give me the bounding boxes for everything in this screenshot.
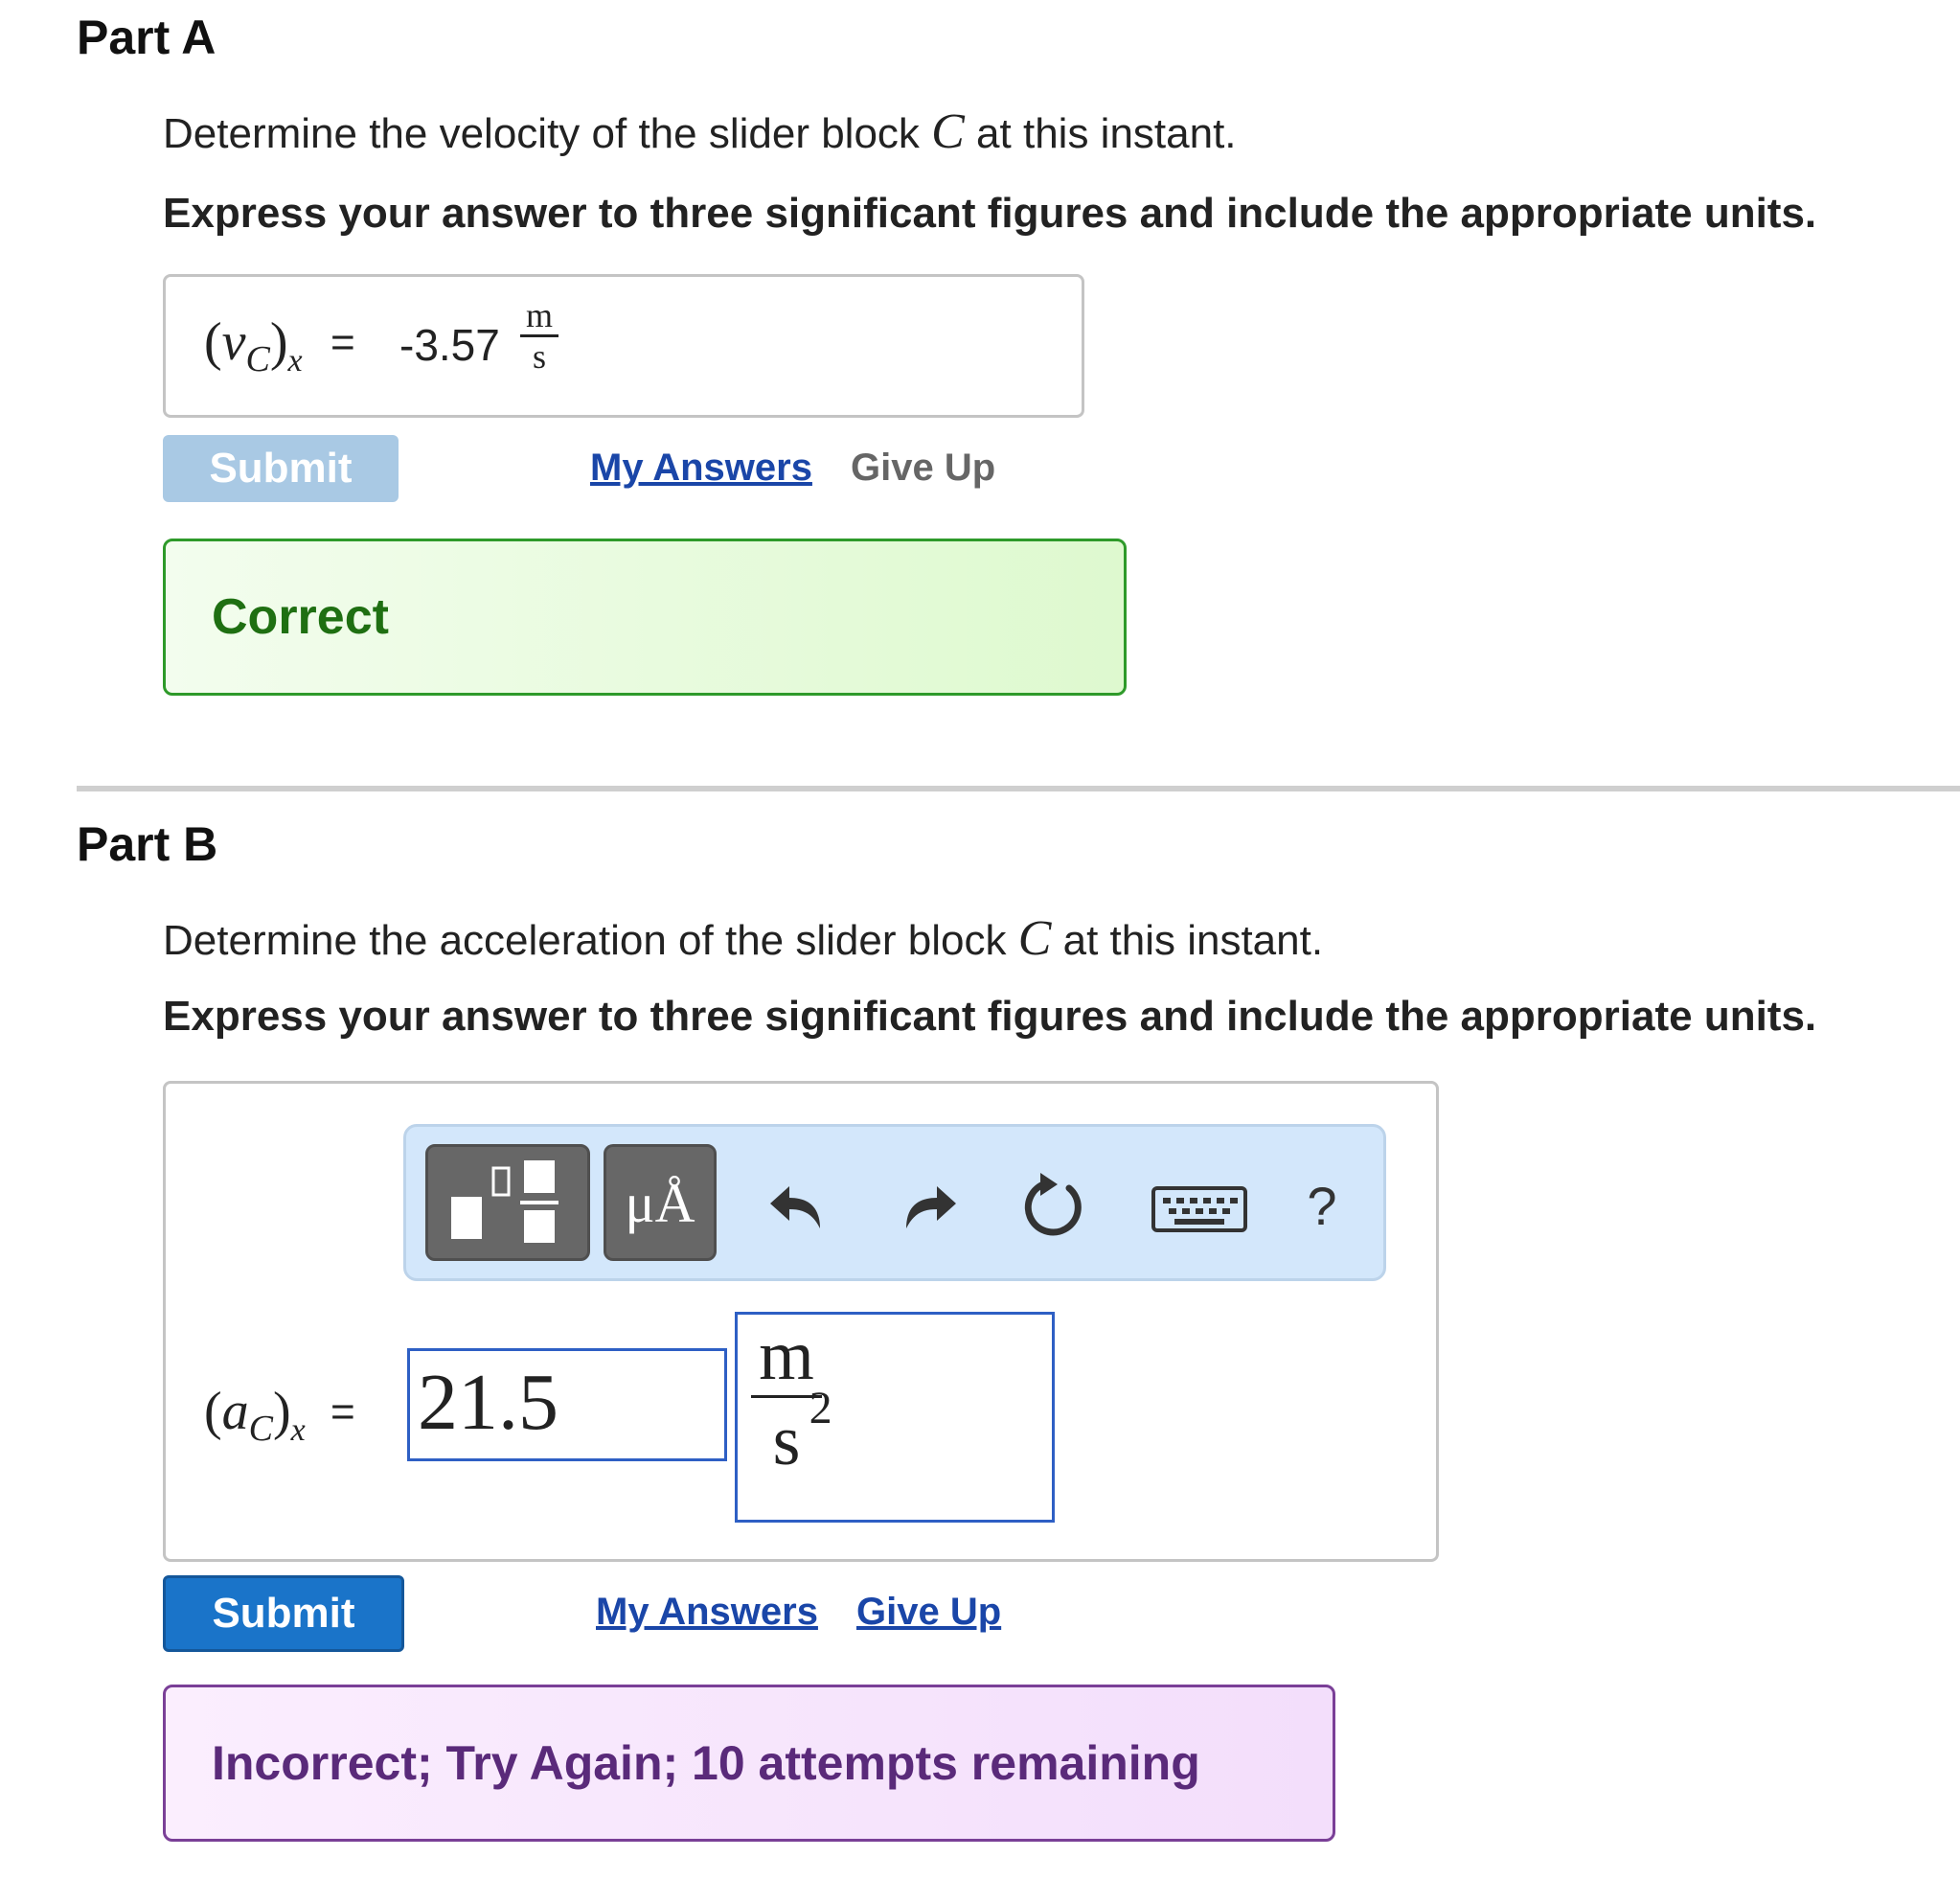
prompt-text: at this instant.: [1051, 917, 1324, 964]
reset-icon: [1019, 1169, 1092, 1242]
prompt-text: Determine the acceleration of the slider block: [163, 917, 1018, 964]
keyboard-icon: [1150, 1182, 1249, 1236]
equals-sign: =: [330, 319, 355, 366]
part-b-variable: $(a_C)_x$: [204, 1382, 306, 1450]
help-button[interactable]: [1288, 1167, 1356, 1244]
part-b-submit-button[interactable]: Submit: [163, 1575, 404, 1652]
prompt-text: Determine the velocity of the slider block: [163, 110, 932, 157]
units-button[interactable]: [604, 1144, 717, 1261]
part-b-unit-input[interactable]: [735, 1312, 1055, 1523]
reset-button[interactable]: [1019, 1169, 1092, 1242]
redo-icon: [893, 1171, 962, 1240]
templates-icon: [428, 1147, 587, 1258]
part-a-answer-unit: m s: [520, 298, 558, 374]
templates-button[interactable]: [425, 1144, 590, 1261]
part-b-instruction: Express your answer to three significant figures and include the appropriate units.: [163, 993, 1817, 1040]
part-b-value-input[interactable]: 21.5: [407, 1348, 727, 1461]
prompt-variable: C: [1017, 911, 1052, 966]
part-a-submit-button[interactable]: Submit: [163, 435, 399, 502]
part-b-unit-fraction: m s 2: [751, 1320, 822, 1477]
part-b-feedback: Incorrect; Try Again; 10 attempts remaining: [163, 1685, 1335, 1842]
part-b-give-up-link[interactable]: Give Up: [856, 1591, 1002, 1633]
part-a-variable: $(v_C)_x$: [204, 312, 303, 380]
part-a-answer-box: [163, 274, 1084, 418]
help-icon: ?: [1307, 1175, 1337, 1236]
part-a-answer-value: -3.57: [399, 320, 500, 370]
units-icon: μÅ: [625, 1171, 695, 1234]
part-b-answer-box: [163, 1081, 1439, 1562]
part-a-instruction: Express your answer to three significant figures and include the appropriate units.: [163, 190, 1817, 237]
prompt-text: at this instant.: [964, 110, 1237, 157]
undo-icon: [764, 1171, 833, 1240]
prompt-variable: C: [931, 104, 965, 159]
redo-button[interactable]: [893, 1171, 962, 1240]
part-a-title: Part A: [77, 11, 217, 64]
part-b-my-answers-link[interactable]: My Answers: [596, 1591, 818, 1633]
section-divider: [77, 786, 1960, 791]
keyboard-button[interactable]: [1150, 1182, 1249, 1236]
part-a-feedback: Correct: [163, 539, 1127, 696]
math-toolbar: [403, 1124, 1386, 1281]
undo-button[interactable]: [764, 1171, 833, 1240]
part-b-prompt: [163, 910, 1323, 967]
part-b-title: Part B: [77, 817, 218, 871]
equals-sign: =: [330, 1388, 355, 1435]
part-a-prompt: [163, 103, 1237, 160]
part-a-my-answers-link[interactable]: My Answers: [590, 447, 812, 489]
part-a-give-up-link: Give Up: [851, 447, 996, 489]
